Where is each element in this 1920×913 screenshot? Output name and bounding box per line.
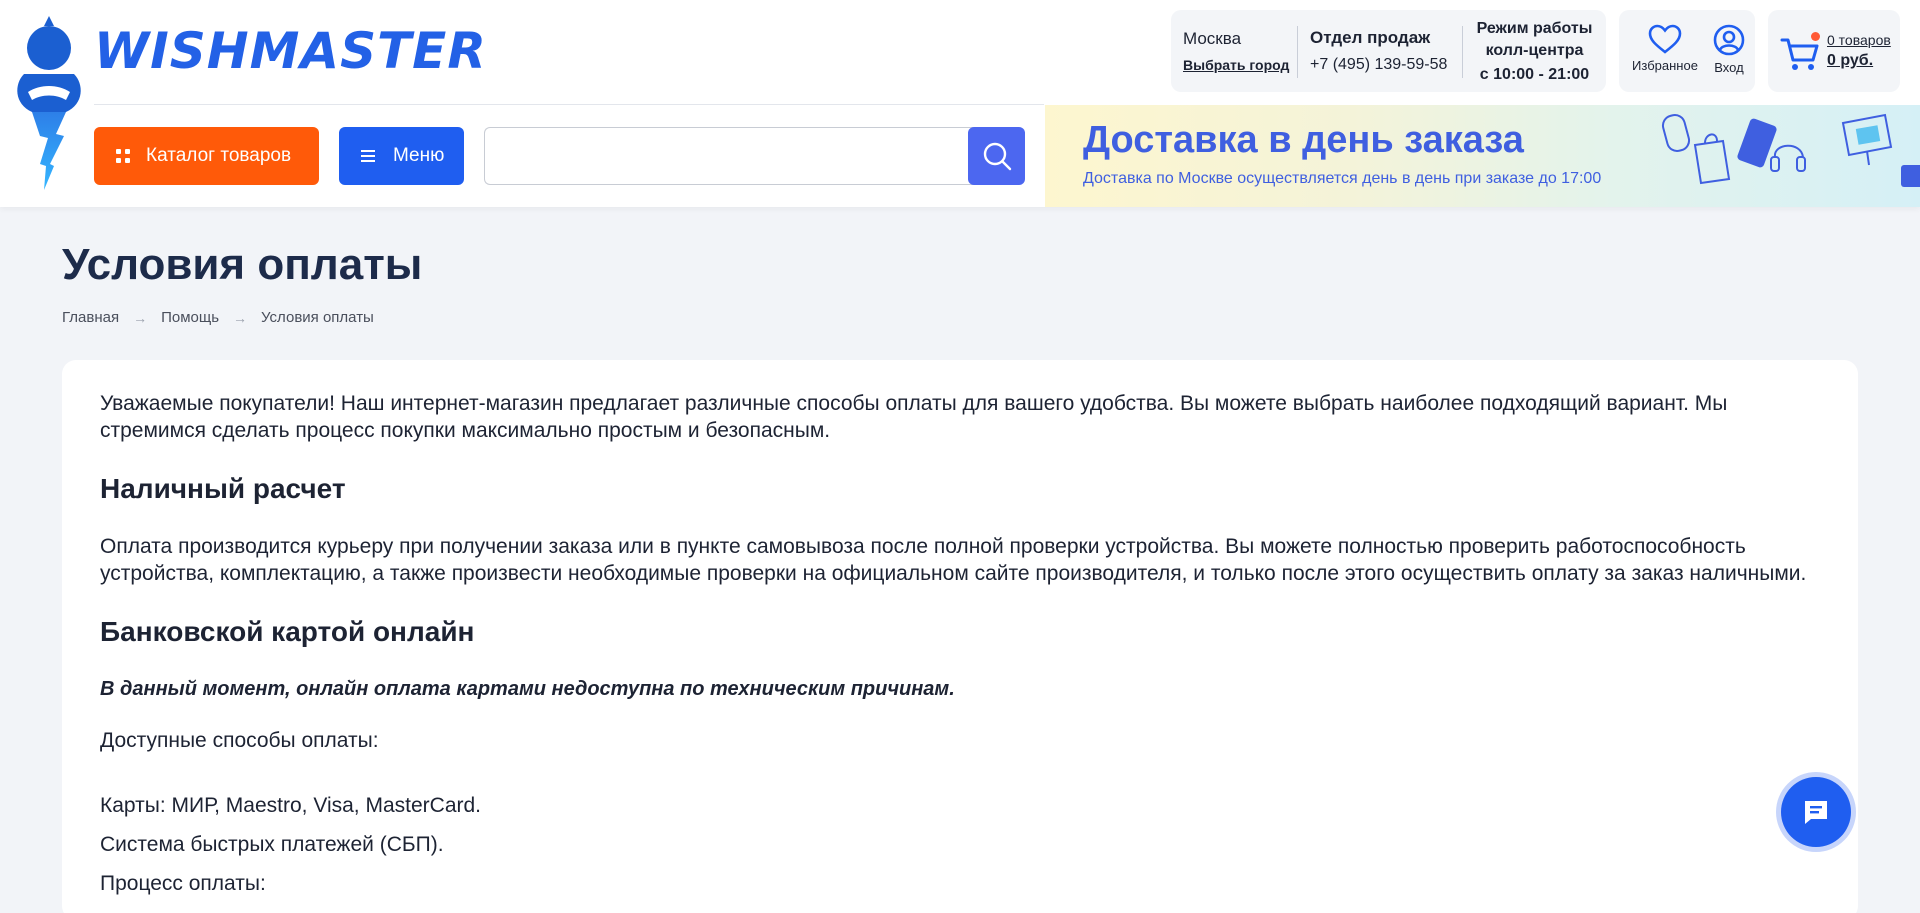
breadcrumb — [62, 309, 374, 326]
cart-button[interactable] — [1768, 10, 1900, 92]
info-separator — [1462, 26, 1463, 78]
arrow-right-icon: → — [233, 309, 248, 326]
search-bar — [484, 127, 1025, 185]
breadcrumb-home[interactable]: Главная — [62, 309, 120, 326]
banner-subtitle: Доставка по Москве осуществляется день в день при заказе до 17:00 — [1083, 170, 1602, 187]
hours-title-line1: Режим работы — [1476, 20, 1593, 37]
city-selector — [1183, 10, 1293, 92]
header-divider — [94, 104, 1044, 105]
banner-title: Доставка в день заказа — [1083, 119, 1524, 161]
chat-button[interactable] — [1776, 772, 1856, 852]
hours-value: с 10:00 - 21:00 — [1479, 66, 1590, 83]
menu-label: Меню — [393, 145, 445, 166]
search-input[interactable] — [484, 127, 980, 185]
page-title: Условия оплаты — [62, 240, 423, 289]
cash-paragraph: Оплата производится курьеру при получении заказа или в пункте самовывоза после полной проверки устройства. Вы можете полностью проверить работоспособность устройства, комплектацию, а также произвести необходимые проверки на официальном сайте производителя, и только после этого осуществить оплату за заказ наличными. — [100, 535, 1807, 585]
user-actions-block — [1619, 10, 1755, 92]
card-notice: В данный момент, онлайн оплата картами недоступна по техническим причинам. — [100, 678, 955, 700]
hamburger-icon — [361, 150, 375, 162]
sales-label: Отдел продаж — [1310, 28, 1431, 47]
sales-phone-link[interactable]: +7 (495) 139-59-58 — [1310, 56, 1448, 73]
favorites-button[interactable] — [1629, 24, 1701, 73]
favorites-label: Избранное — [1632, 58, 1698, 73]
search-icon — [981, 140, 1013, 172]
process-label: Процесс оплаты: — [100, 872, 266, 895]
content-body — [100, 390, 1820, 897]
hours-title-line2: колл-центра — [1485, 42, 1584, 59]
available-methods-label: Доступные способы оплаты: — [100, 729, 379, 752]
sales-department — [1310, 10, 1450, 92]
working-hours — [1466, 10, 1603, 92]
user-circle-icon — [1713, 24, 1745, 56]
chat-button-inner — [1781, 777, 1851, 847]
grid-dots-icon — [116, 149, 130, 163]
catalog-label: Каталог товаров — [146, 145, 292, 166]
cart-sum[interactable]: 0 руб. — [1827, 52, 1874, 69]
site-header — [0, 0, 1920, 207]
gadgets-decoration-icon — [1605, 105, 1920, 207]
cards-line: Карты: МИР, Maestro, Visa, MasterCard. — [100, 794, 482, 817]
breadcrumb-current: Условия оплаты — [261, 309, 374, 326]
logo-text[interactable]: WISHMASTER — [94, 22, 487, 80]
content-card — [62, 360, 1858, 913]
catalog-button[interactable] — [94, 127, 319, 185]
search-button[interactable] — [968, 127, 1025, 185]
cash-heading: Наличный расчет — [100, 473, 346, 504]
card-heading: Банковской картой онлайн — [100, 616, 475, 647]
sbp-line: Система быстрых платежей (СБП). — [100, 833, 444, 856]
arrow-right-icon: → — [133, 309, 148, 326]
contact-info-block — [1171, 10, 1606, 92]
intro-paragraph: Уважаемые покупатели! Наш интернет-магазин предлагает различные способы оплаты для вашего удобства. Вы можете выбрать наиболее подходящий вариант. Мы стремимся сделать процесс покупки максимально простым и безопасным. — [100, 392, 1728, 442]
cart-icon — [1780, 36, 1820, 72]
menu-button[interactable] — [339, 127, 464, 185]
heart-icon — [1648, 24, 1682, 54]
chat-icon — [1801, 797, 1831, 827]
breadcrumb-help[interactable]: Помощь — [161, 309, 220, 326]
city-name: Москва — [1183, 29, 1242, 48]
info-separator — [1297, 26, 1298, 78]
delivery-banner[interactable] — [1045, 105, 1920, 207]
choose-city-link[interactable]: Выбрать город — [1183, 57, 1290, 73]
cart-indicator-dot — [1811, 32, 1820, 41]
cart-count[interactable]: 0 товаров — [1827, 32, 1891, 48]
login-label: Вход — [1714, 60, 1744, 75]
genie-mascot-icon[interactable] — [10, 14, 88, 190]
login-button[interactable] — [1709, 24, 1749, 75]
